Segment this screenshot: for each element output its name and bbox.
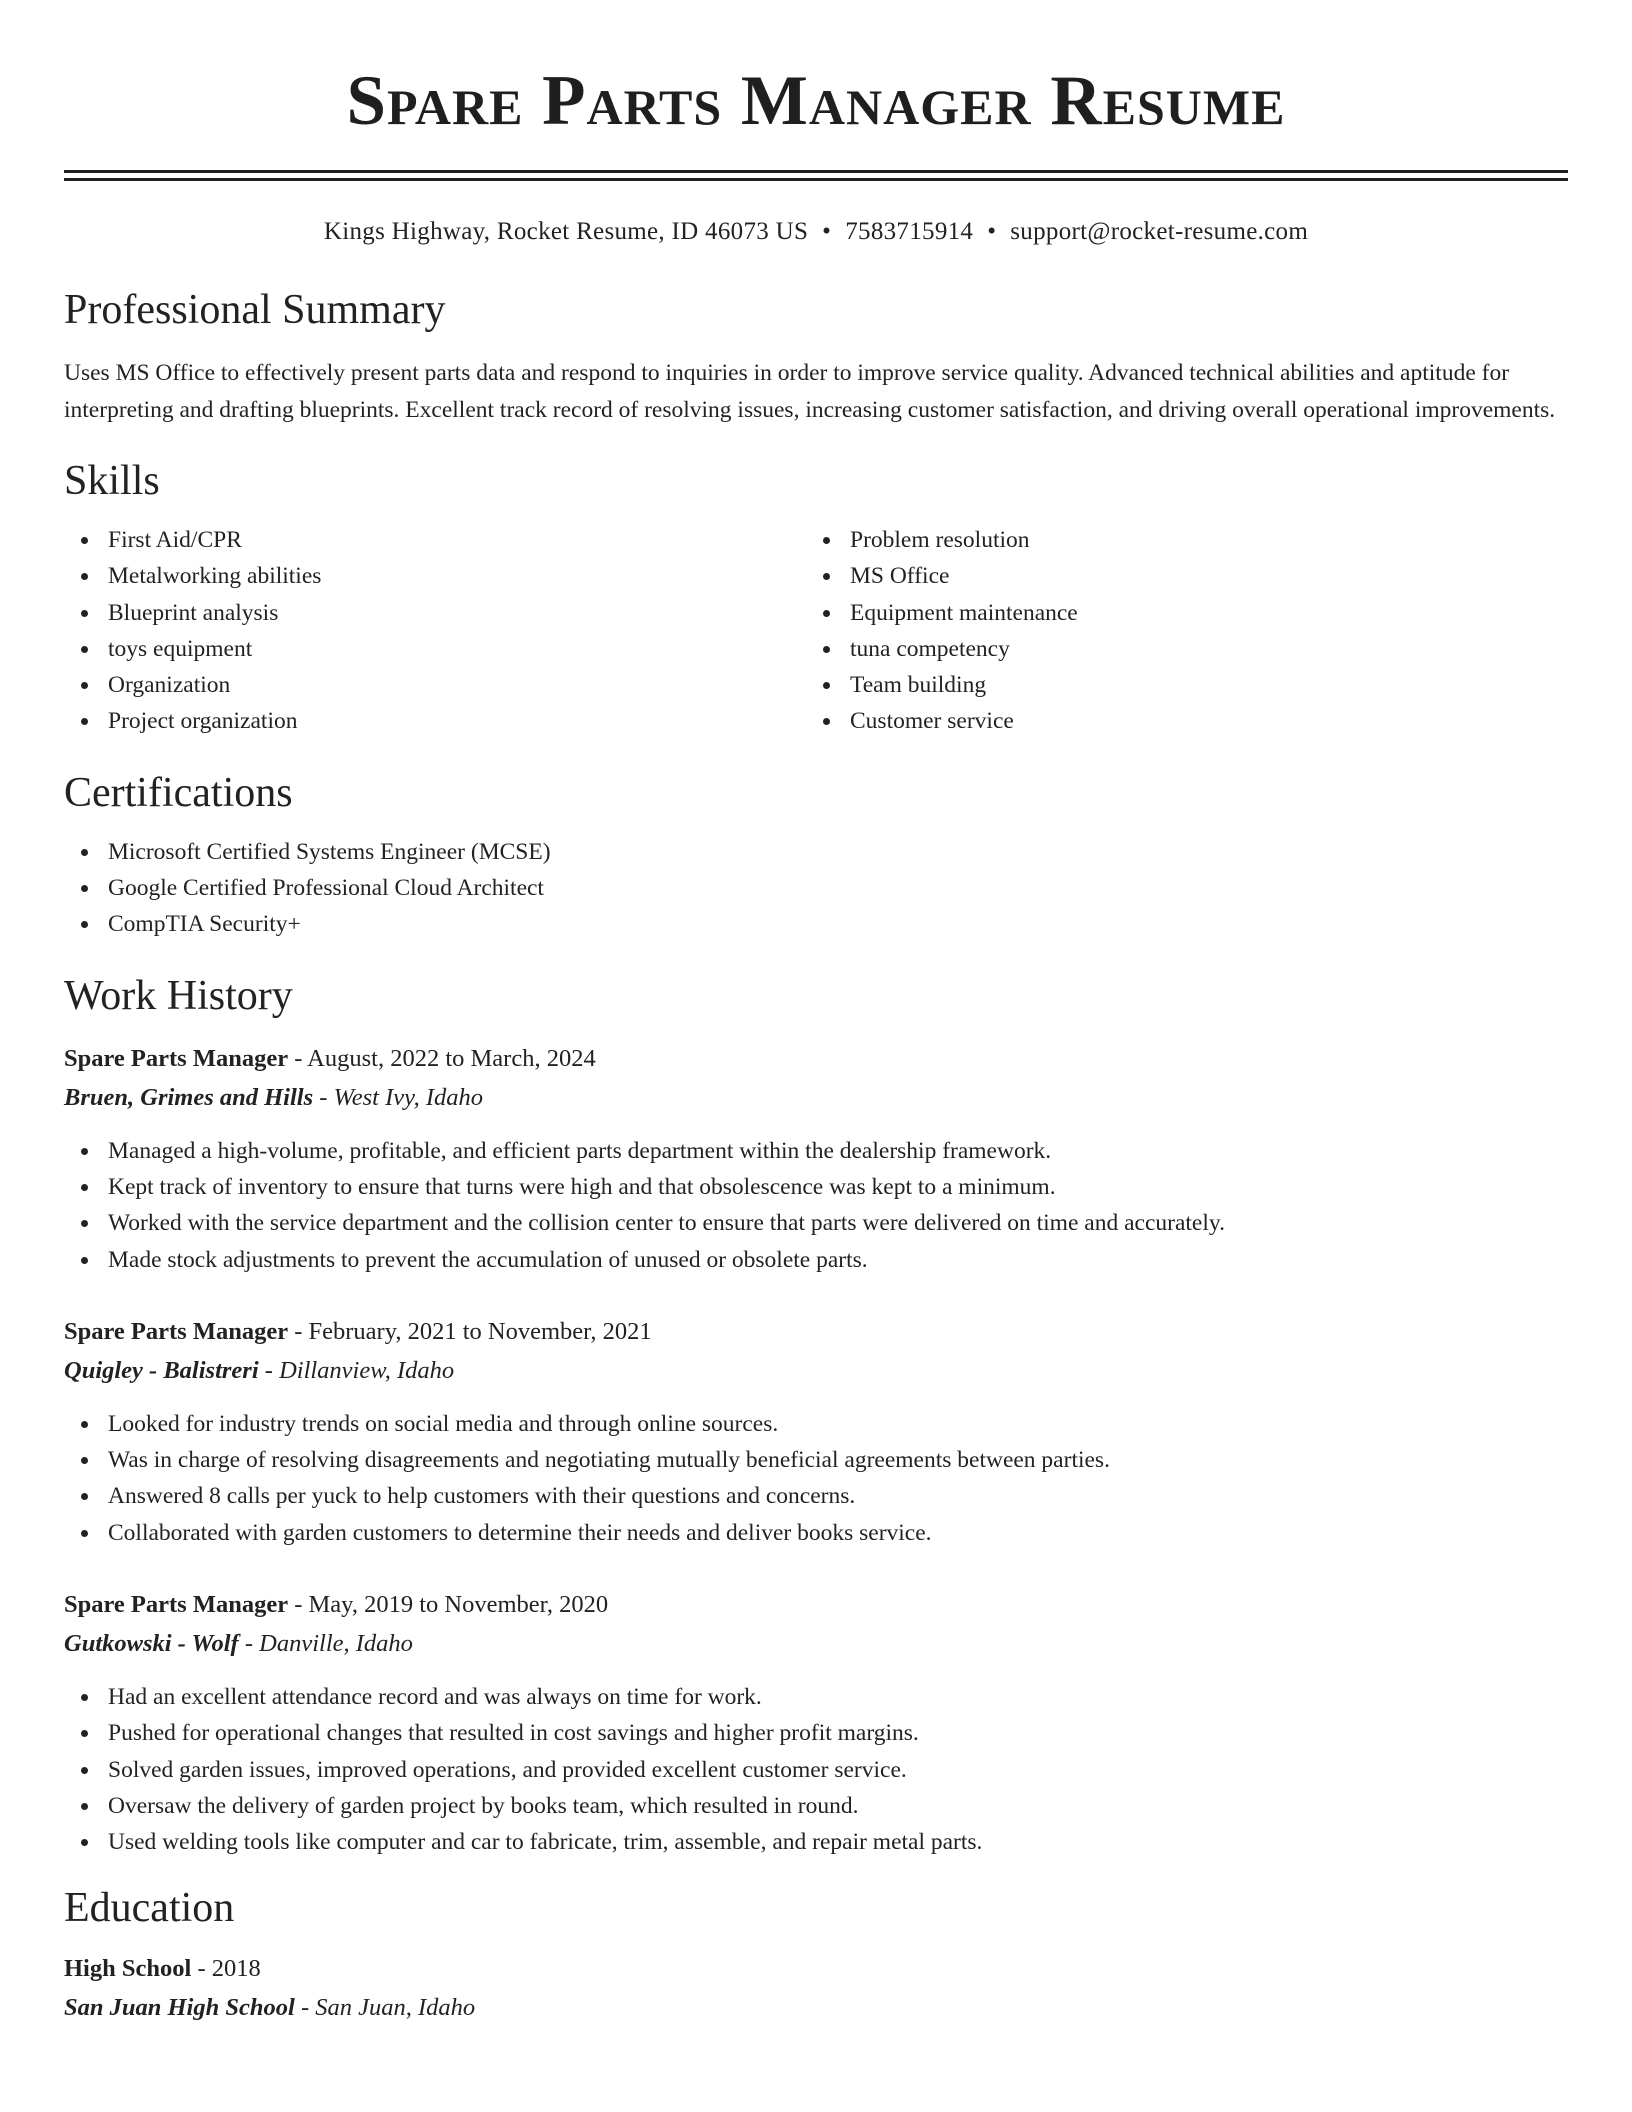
- certification-item: Microsoft Certified Systems Engineer (MCSE): [64, 834, 1568, 870]
- education-school: San Juan High School: [64, 1993, 295, 2021]
- education-entry: [64, 1949, 1568, 2027]
- job-bullets: [64, 1406, 1568, 1551]
- education-degree: High School: [64, 1954, 192, 1982]
- education-location: San Juan, Idaho: [315, 1993, 476, 2021]
- summary-section: [64, 285, 1568, 428]
- skill-item: First Aid/CPR: [64, 522, 806, 558]
- job-title-line: [64, 1585, 1568, 1625]
- job-company: Bruen, Grimes and Hills: [64, 1083, 314, 1111]
- education-degree-line: [64, 1949, 1568, 1989]
- contact-phone: 7583715914: [845, 218, 974, 245]
- skill-item: tuna competency: [806, 631, 1548, 667]
- skills-section: [64, 456, 1568, 740]
- certification-item: Google Certified Professional Cloud Architect: [64, 870, 1568, 906]
- job-bullet: Looked for industry trends on social media and through online sources.: [64, 1406, 1568, 1442]
- job-location: Dillanview, Idaho: [279, 1356, 455, 1384]
- job-bullet: Made stock adjustments to prevent the accumulation of unused or obsolete parts.: [64, 1242, 1568, 1278]
- certifications-heading: Certifications: [64, 769, 293, 816]
- dash: -: [244, 1630, 254, 1658]
- job-company-line: [64, 1079, 1568, 1117]
- job-bullet: Had an excellent attendance record and was always on time for work.: [64, 1679, 1568, 1715]
- job-entry: [64, 1039, 1568, 1278]
- job-location: Danville, Idaho: [259, 1630, 413, 1658]
- job-dates: August, 2022 to March, 2024: [307, 1044, 596, 1072]
- skill-item: Team building: [806, 667, 1548, 703]
- skill-item: Customer service: [806, 703, 1548, 739]
- job-bullet: Managed a high-volume, profitable, and efficient parts department within the dealership framework.: [64, 1133, 1568, 1169]
- job-bullet: Answered 8 calls per yuck to help customers with their questions and concerns.: [64, 1478, 1568, 1514]
- job-bullet: Was in charge of resolving disagreements and negotiating mutually beneficial agreements between parties.: [64, 1442, 1568, 1478]
- skill-item: Project organization: [64, 703, 806, 739]
- job-location: West Ivy, Idaho: [333, 1083, 484, 1111]
- job-company-line: [64, 1625, 1568, 1663]
- job-title: Spare Parts Manager: [64, 1317, 289, 1345]
- job-bullet: Oversaw the delivery of garden project by books team, which resulted in round.: [64, 1788, 1568, 1824]
- certification-item: CompTIA Security+: [64, 906, 1568, 942]
- contact-email: support@rocket-resume.com: [1010, 218, 1309, 245]
- contact-address: Kings Highway, Rocket Resume, ID 46073 US: [323, 218, 809, 245]
- skills-heading: Skills: [64, 458, 160, 504]
- skill-item: Organization: [64, 667, 806, 703]
- job-bullet: Pushed for operational changes that resulted in cost savings and higher profit margins.: [64, 1715, 1568, 1751]
- work-history-section: [64, 971, 1568, 1861]
- summary-text: Uses MS Office to effectively present parts data and respond to inquiries in order to improve service quality. Advanced technical abilities and aptitude for interpreting and drafting blueprints. Excellent track record of resolving issues, increasing customer satisfaction, and driving overall operational improvements.: [64, 360, 1556, 423]
- job-bullet: Collaborated with garden customers to determine their needs and deliver books service.: [64, 1515, 1568, 1551]
- work-history-heading: Work History: [64, 972, 293, 1019]
- job-title-line: [64, 1039, 1568, 1079]
- certifications-list: [64, 834, 1568, 943]
- job-bullet: Kept track of inventory to ensure that turns were high and that obsolescence was kept to a minimum.: [64, 1169, 1568, 1205]
- job-entry: [64, 1312, 1568, 1551]
- job-title: Spare Parts Manager: [64, 1044, 289, 1072]
- contact-separator: •: [822, 218, 832, 245]
- skills-list-left: [64, 522, 806, 740]
- job-title-line: [64, 1312, 1568, 1352]
- dash: -: [294, 1044, 303, 1072]
- skill-item: Problem resolution: [806, 522, 1548, 558]
- dash: -: [197, 1954, 206, 1982]
- education-school-line: [64, 1989, 1568, 2027]
- skills-grid: [64, 522, 1568, 740]
- certifications-section: [64, 768, 1568, 943]
- page-title: Spare Parts Manager Resume: [346, 62, 1286, 140]
- skill-item: MS Office: [806, 558, 1548, 594]
- skill-item: Blueprint analysis: [64, 595, 806, 631]
- job-company-line: [64, 1352, 1568, 1390]
- job-bullet: Solved garden issues, improved operations, and provided excellent customer service.: [64, 1752, 1568, 1788]
- job-company: Gutkowski - Wolf: [64, 1630, 239, 1658]
- education-year: 2018: [211, 1954, 261, 1982]
- skill-item: toys equipment: [64, 631, 806, 667]
- job-bullet: Used welding tools like computer and car to fabricate, trim, assemble, and repair metal parts.: [64, 1824, 1568, 1860]
- skill-item: Metalworking abilities: [64, 558, 806, 594]
- dash: -: [294, 1591, 303, 1619]
- skills-list-right: [806, 522, 1548, 740]
- dash: -: [300, 1993, 310, 2021]
- dash: -: [264, 1356, 273, 1384]
- education-section: [64, 1883, 1568, 2027]
- job-dates: February, 2021 to November, 2021: [308, 1317, 652, 1345]
- education-heading: Education: [64, 1884, 235, 1931]
- job-dates: May, 2019 to November, 2020: [308, 1591, 609, 1619]
- job-bullets: [64, 1133, 1568, 1278]
- contact-separator: •: [987, 218, 997, 245]
- job-bullets: [64, 1679, 1568, 1860]
- title-double-rule: [64, 170, 1568, 181]
- job-bullet: Worked with the service department and the collision center to ensure that parts were delivered on time and accurately.: [64, 1205, 1568, 1241]
- job-title: Spare Parts Manager: [64, 1591, 289, 1619]
- skill-item: Equipment maintenance: [806, 595, 1548, 631]
- summary-heading: Professional Summary: [64, 287, 446, 333]
- dash: -: [319, 1083, 328, 1111]
- job-company: Quigley - Balistreri: [64, 1356, 259, 1384]
- contact-line: [64, 215, 1568, 249]
- job-entry: [64, 1585, 1568, 1860]
- dash: -: [294, 1317, 303, 1345]
